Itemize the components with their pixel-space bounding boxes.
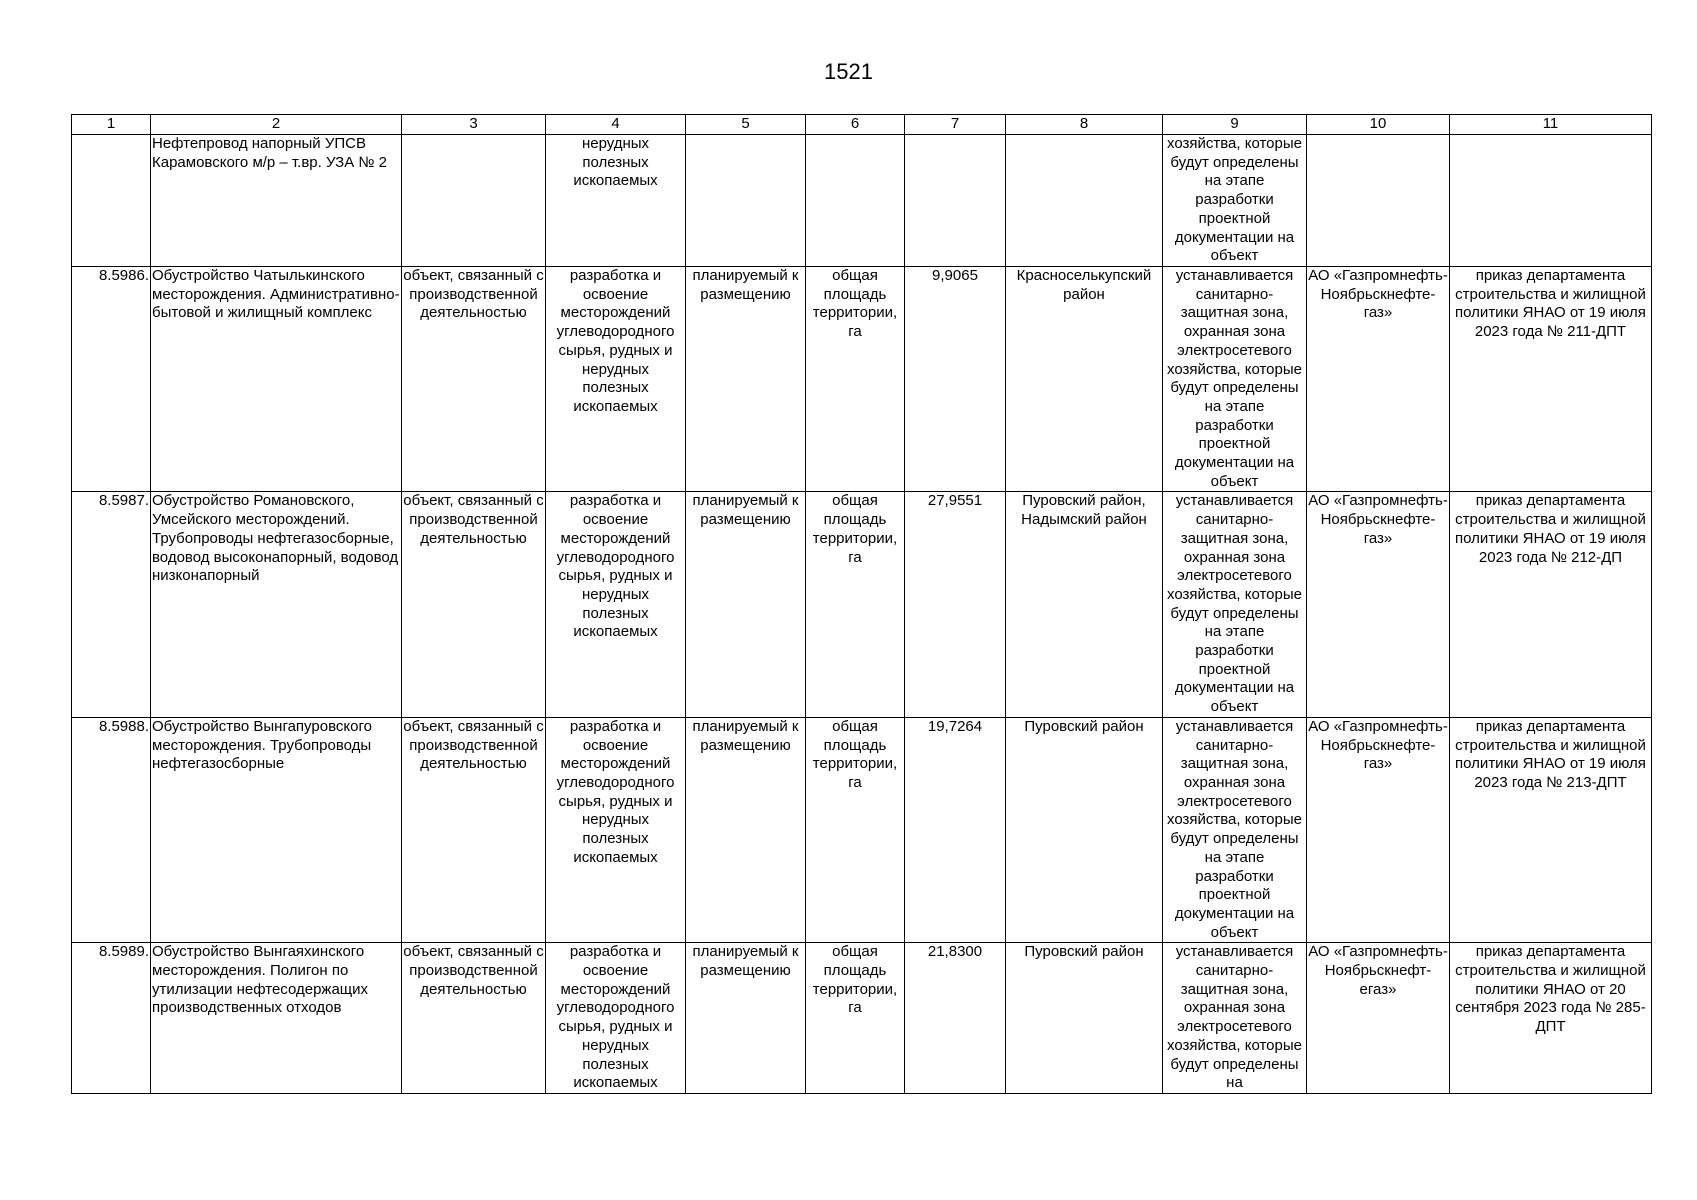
- column-header: 1: [72, 115, 151, 135]
- document-cell: приказ департамента строительства и жилищной политики ЯНАО от 19 июля 2023 года № 213-ДПТ: [1450, 717, 1652, 942]
- status-cell: планируемый к размещению: [686, 717, 806, 942]
- object-name-cell: Обустройство Чатылькинского месторождения. Административно-бытовой и жилищный комплекс: [151, 267, 402, 492]
- owner-cell: АО «Газпромнефть-Ноябрьскнефте-газ»: [1307, 267, 1450, 492]
- table-row-continuation: [72, 135, 1652, 267]
- status-cell: планируемый к размещению: [686, 492, 806, 717]
- characteristic-cell: общая площадь территории, га: [806, 492, 905, 717]
- purpose-cell: разработка и освоение месторождений углеводородного сырья, рудных и нерудных полезных ископаемых: [546, 717, 686, 942]
- column-header: 4: [546, 115, 686, 135]
- table-row: [72, 492, 1652, 717]
- header-row: [72, 115, 1652, 135]
- document-cell: приказ департамента строительства и жилищной политики ЯНАО от 19 июля 2023 года № 211-ДПТ: [1450, 267, 1652, 492]
- purpose-cell: нерудных полезных ископаемых: [546, 135, 686, 267]
- object-name-cell: Обустройство Романовского, Умсейского месторождений. Трубопроводы нефтегазосборные, водовод высоконапорный, водовод низконапорный: [151, 492, 402, 717]
- characteristic-cell: общая площадь территории, га: [806, 717, 905, 942]
- location-cell: [1006, 135, 1163, 267]
- zones-cell: устанавливается санитарно-защитная зона, охранная зона электросетевого хозяйства, которые будут определены на: [1163, 943, 1307, 1094]
- status-cell: [686, 135, 806, 267]
- zones-cell: хозяйства, которые будут определены на этапе разработки проектной документации на объект: [1163, 135, 1307, 267]
- owner-cell: АО «Газпромнефть-Ноябрьскнефт-егаз»: [1307, 943, 1450, 1094]
- object-name-cell: Обустройство Вынгаяхинского месторождения. Полигон по утилизации нефтесодержащих производственных отходов: [151, 943, 402, 1094]
- column-header: 9: [1163, 115, 1307, 135]
- purpose-cell: разработка и освоение месторождений углеводородного сырья, рудных и нерудных полезных ископаемых: [546, 943, 686, 1094]
- table-row: [72, 717, 1652, 942]
- page-number: 1521: [824, 59, 873, 84]
- location-cell: Красноселькупский район: [1006, 267, 1163, 492]
- characteristic-cell: общая площадь территории, га: [806, 267, 905, 492]
- table-row: [72, 943, 1652, 1094]
- document-cell: приказ департамента строительства и жилищной политики ЯНАО от 19 июля 2023 года № 212-ДП: [1450, 492, 1652, 717]
- column-header: 3: [402, 115, 546, 135]
- document-cell: приказ департамента строительства и жилищной политики ЯНАО от 20 сентября 2023 года № 285-ДПТ: [1450, 943, 1652, 1094]
- object-name-cell: Обустройство Вынгапуровского месторождения. Трубопроводы нефтегазосборные: [151, 717, 402, 942]
- column-header: 11: [1450, 115, 1652, 135]
- row-number-cell: [72, 135, 151, 267]
- registry-table: [71, 114, 1652, 1094]
- column-header: 6: [806, 115, 905, 135]
- object-type-cell: объект, связанный с производственной деятельностью: [402, 267, 546, 492]
- row-number-cell: 8.5989.: [72, 943, 151, 1094]
- status-cell: планируемый к размещению: [686, 267, 806, 492]
- zones-cell: устанавливается санитарно-защитная зона, охранная зона электросетевого хозяйства, которые будут определены на этапе разработки проектной документации на объект: [1163, 267, 1307, 492]
- object-type-cell: объект, связанный с производственной деятельностью: [402, 717, 546, 942]
- object-type-cell: объект, связанный с производственной деятельностью: [402, 943, 546, 1094]
- value-cell: 9,9065: [905, 267, 1006, 492]
- column-header: 7: [905, 115, 1006, 135]
- location-cell: Пуровский район: [1006, 943, 1163, 1094]
- location-cell: Пуровский район, Надымский район: [1006, 492, 1163, 717]
- zones-cell: устанавливается санитарно-защитная зона, охранная зона электросетевого хозяйства, которые будут определены на этапе разработки проектной документации на объект: [1163, 717, 1307, 942]
- value-cell: 27,9551: [905, 492, 1006, 717]
- row-number-cell: 8.5988.: [72, 717, 151, 942]
- column-header: 5: [686, 115, 806, 135]
- owner-cell: [1307, 135, 1450, 267]
- owner-cell: АО «Газпромнефть-Ноябрьскнефте-газ»: [1307, 492, 1450, 717]
- value-cell: [905, 135, 1006, 267]
- column-header: 8: [1006, 115, 1163, 135]
- row-number-cell: 8.5986.: [72, 267, 151, 492]
- value-cell: 19,7264: [905, 717, 1006, 942]
- column-header: 2: [151, 115, 402, 135]
- characteristic-cell: [806, 135, 905, 267]
- zones-cell: устанавливается санитарно-защитная зона, охранная зона электросетевого хозяйства, которые будут определены на этапе разработки проектной документации на объект: [1163, 492, 1307, 717]
- table-row: [72, 267, 1652, 492]
- location-cell: Пуровский район: [1006, 717, 1163, 942]
- value-cell: 21,8300: [905, 943, 1006, 1094]
- row-number-cell: 8.5987.: [72, 492, 151, 717]
- document-cell: [1450, 135, 1652, 267]
- object-name-cell: Нефтепровод напорный УПСВ Карамовского м/р – т.вр. УЗА № 2: [151, 135, 402, 267]
- owner-cell: АО «Газпромнефть-Ноябрьскнефте-газ»: [1307, 717, 1450, 942]
- purpose-cell: разработка и освоение месторождений углеводородного сырья, рудных и нерудных полезных ископаемых: [546, 492, 686, 717]
- characteristic-cell: общая площадь территории, га: [806, 943, 905, 1094]
- status-cell: планируемый к размещению: [686, 943, 806, 1094]
- column-header: 10: [1307, 115, 1450, 135]
- purpose-cell: разработка и освоение месторождений углеводородного сырья, рудных и нерудных полезных ископаемых: [546, 267, 686, 492]
- object-type-cell: объект, связанный с производственной деятельностью: [402, 492, 546, 717]
- object-type-cell: [402, 135, 546, 267]
